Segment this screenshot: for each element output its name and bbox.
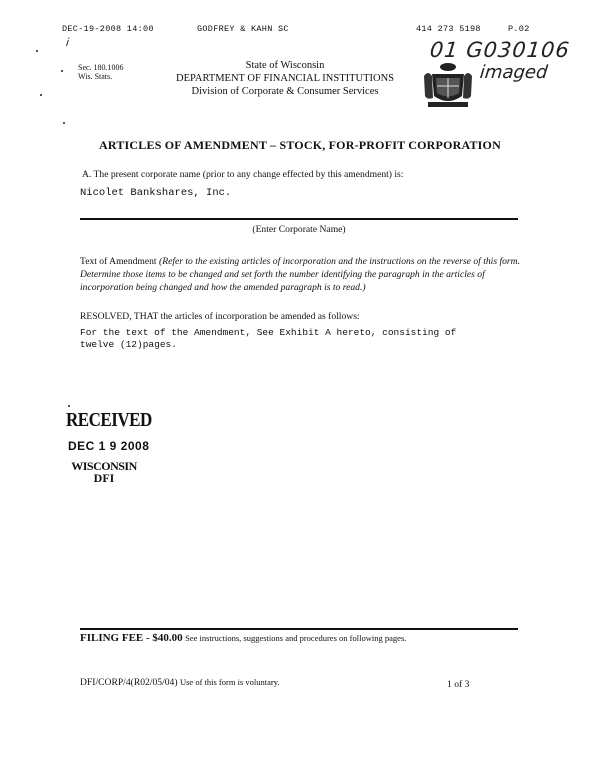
resolved-lead: RESOLVED, THAT [80, 311, 159, 322]
scan-speck [68, 405, 70, 407]
amendment-instructions-body: (Refer to the existing articles of incorporation and the instructions on the reverse of this form. Determine those items to be changed and set forth the number identifying the paragraph in the articles of incorporation being changed and how the amended paragraph is to read.) [80, 256, 520, 293]
page-count: 1 of 3 [447, 679, 470, 690]
received-stamp-title: RECEIVED [66, 408, 152, 431]
filing-fee-note: See instructions, suggestions and procedures on following pages. [185, 633, 407, 643]
statute-source: Wis. Stats. [78, 72, 113, 81]
amendment-text-line-2: twelve (12)pages. [80, 339, 177, 350]
filing-fee-line [80, 632, 406, 644]
corporate-name-value: Nicolet Bankshares, Inc. [80, 187, 232, 199]
filing-fee-rule [80, 628, 518, 630]
fax-phone: 414 273 5198 [416, 24, 481, 34]
amendment-instructions [80, 255, 520, 294]
wisconsin-seal-icon [422, 58, 474, 110]
statute-section: Sec. 180.1006 [78, 63, 124, 72]
voluntary-notice: Use of this form is voluntary. [179, 677, 280, 687]
scan-speck [61, 70, 63, 72]
received-stamp-agency: DFI [93, 471, 115, 485]
scan-speck [63, 122, 65, 124]
received-stamp-date: DEC 1 9 2008 [68, 439, 150, 453]
resolved-rest: the articles of incorporation be amended as follows: [160, 311, 360, 322]
section-a-label: A. The present corporate name (prior to any change effected by this amendment) is: [82, 169, 404, 180]
fax-sender: GODFREY & KAHN SC [197, 24, 289, 34]
resolved-statement [80, 311, 360, 322]
agency-division: Division of Corporate & Consumer Services [191, 86, 379, 97]
agency-state: State of Wisconsin [245, 60, 325, 71]
form-identifier-line [80, 677, 280, 688]
amendment-text-line-1: For the text of the Amendment, See Exhibit A hereto, consisting of [80, 327, 457, 338]
amendment-instructions-heading: Text of Amendment [80, 256, 157, 267]
scan-speck [36, 50, 38, 52]
corporate-name-caption: (Enter Corporate Name) [252, 224, 346, 235]
handwritten-file-number: 01 G030106 [428, 38, 572, 62]
agency-department: DEPARTMENT OF FINANCIAL INSTITUTIONS [175, 73, 395, 84]
filing-fee-amount: FILING FEE - $40.00 [80, 632, 183, 644]
received-stamp-state: WISCONSIN [71, 459, 137, 473]
handwritten-imaged-note: imaged [478, 62, 549, 83]
fax-page-number: P.02 [508, 24, 530, 34]
corporate-name-underline [80, 218, 518, 220]
form-title: ARTICLES OF AMENDMENT – STOCK, FOR-PROFIT CORPORATION [99, 138, 501, 152]
handwritten-mark: i [65, 36, 70, 49]
fax-date-time: DEC-19-2008 14:00 [62, 24, 154, 34]
form-identifier: DFI/CORP/4(R02/05/04) [80, 677, 178, 688]
scan-speck [40, 94, 42, 96]
